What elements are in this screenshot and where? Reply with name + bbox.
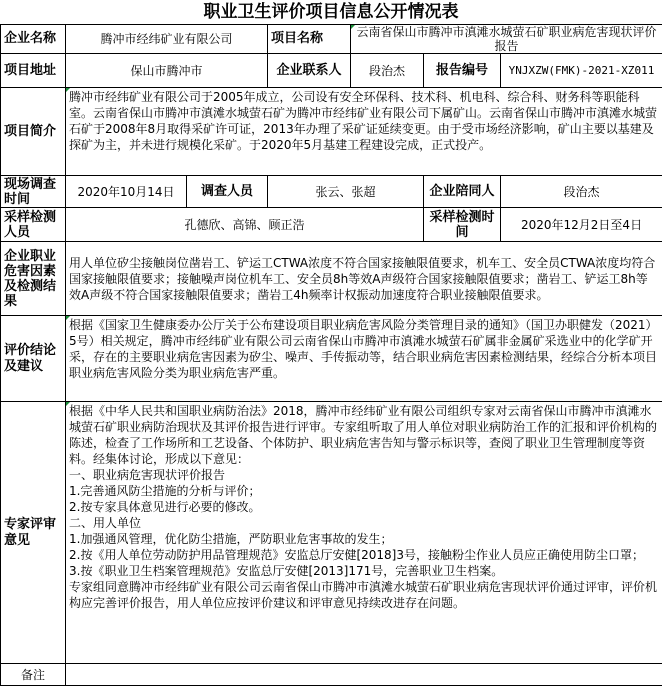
info-table — [0, 24, 662, 686]
survey-staff-label: 调查人员 — [187, 176, 268, 208]
company-name-value: 腾冲市经纬矿业有限公司 — [66, 25, 268, 54]
remarks-label: 备注 — [1, 664, 66, 686]
expert-review-item: 2.按专家具体意见进行必要的修改。 — [69, 500, 261, 514]
expert-review-item: 1.完善通风防尘措施的分析与评价； — [69, 484, 261, 498]
row-conclusion — [1, 316, 662, 402]
hazard-results-text: 用人单位矽尘接触岗位凿岩工、铲运工CTWA浓度不符合国家接触限值要求，机车工、安全员CTWA浓度均符合国家接触限值要求；接触噪声岗位机车工、安全员8h等效A声级符合国家接触限值要求；凿岩工、铲运工8h等效A声级不符合国家接触限值要求；凿岩工4h频率计权振动加速度符合职业接触限值要求。 — [66, 242, 662, 316]
company-name-label: 企业名称 — [1, 25, 66, 54]
conclusion-label: 评价结论及建议 — [1, 316, 66, 402]
expert-review-item: 2.按《用人单位劳动防护用品管理规范》安监总厅安健[2018]3号，接触粉尘作业人员应正确使用防尘口罩； — [69, 548, 644, 562]
sampling-time-label: 采样检测时间 — [424, 208, 501, 242]
company-contact-value: 段治杰 — [351, 54, 424, 88]
row-survey — [1, 176, 662, 208]
row-intro — [1, 88, 662, 176]
sampling-staff-value: 孔德欣、高锦、顾正浩 — [66, 208, 424, 242]
project-intro-label: 项目简介 — [1, 88, 66, 176]
company-contact-label: 企业联系人 — [268, 54, 351, 88]
expert-review-paragraph: 专家组同意腾冲市经纬矿业有限公司云南省保山市腾冲市滇滩水城萤石矿职业病危害现状评价通过评审，评价机构应完善评价报告，用人单位应按评价建议和评审意见持续改进存在问题。 — [69, 580, 658, 610]
expert-review-item: 3.按《职业卫生档案管理规范》安监总厅安健[2013]171号，完善职业卫生档案。 — [69, 564, 504, 578]
expert-review-text — [66, 402, 662, 664]
row-remarks — [1, 664, 662, 686]
expert-review-paragraph: 根据《中华人民共和国职业病防治法》2018，腾冲市经纬矿业有限公司组织专家对云南省保山市腾冲市滇滩水城萤石矿职业病防治现状及其评价报告进行评审。专家组听取了用人单位对职业病防治工作的汇报和评价机构的陈述，检查了工作场所和工艺设备、个体防护、职业病危害告知与警示标识等，查阅了职业卫生管理制度等资料。经集体讨论，形成以下意见： — [69, 404, 658, 466]
company-escort-value: 段治杰 — [501, 176, 662, 208]
project-address-label: 项目地址 — [1, 54, 66, 88]
hazard-results-label: 企业职业危害因素及检测结果 — [1, 242, 66, 316]
project-address-value: 保山市腾冲市 — [66, 54, 268, 88]
page-title: 职业卫生评价项目信息公开情况表 — [203, 2, 459, 22]
report-number-value: YNJXZW(FMK)-2021-XZ011 — [501, 54, 662, 88]
row-address — [1, 54, 662, 88]
expert-review-heading: 二、用人单位 — [69, 516, 142, 530]
project-intro-text: 腾冲市经纬矿业有限公司于2005年成立，公司设有安全环保科、技术科、机电科、综合科、财务科等职能科室。云南省保山市腾冲市滇滩水城萤石矿为腾冲市经纬矿业有限公司下属矿山。云南省保山市腾冲市滇滩水城萤石矿于2008年8月取得采矿许可证，2013年办理了采矿证延续变更。由于受市场经济影响，矿山主要以基建及探矿为主，并未进行规模化采矿。于2020年5月基建工程建设完成，正式投产。 — [66, 88, 662, 176]
sampling-staff-label: 采样检测人员 — [1, 208, 66, 242]
survey-time-value: 2020年10月14日 — [66, 176, 187, 208]
project-name-label: 项目名称 — [268, 25, 351, 54]
row-company — [1, 25, 662, 54]
expert-review-item: 1.加强通风管理，优化防尘措施，严防职业危害事故的发生； — [69, 532, 393, 546]
expert-review-label: 专家评审意见 — [1, 402, 66, 664]
row-hazard — [1, 242, 662, 316]
row-expert — [1, 402, 662, 664]
company-escort-label: 企业陪同人 — [424, 176, 501, 208]
survey-time-label: 现场调查时间 — [1, 176, 66, 208]
survey-staff-value: 张云、张超 — [268, 176, 424, 208]
project-name-value: 云南省保山市腾冲市滇滩水城萤石矿职业病危害现状评价报告 — [351, 25, 662, 54]
sampling-time-value: 2020年12月2日至4日 — [501, 208, 662, 242]
expert-review-heading: 一、职业病危害现状评价报告 — [69, 468, 226, 482]
remarks-value — [66, 664, 662, 686]
report-number-label: 报告编号 — [424, 54, 501, 88]
row-sampling — [1, 208, 662, 242]
conclusion-text: 根据《国家卫生健康委办公厅关于公布建设项目职业病危害风险分类管理目录的通知》（国卫办职健发（2021）5号）相关规定，腾冲市经纬矿业有限公司云南省保山市腾冲市滇滩水城萤石矿属非金属矿采选业中的化学矿开采，存在的主要职业病危害因素为矽尘、噪声、手传振动等，结合职业病危害因素检测结果，经综合分析本项目职业病危害风险分类为职业病危害严重。 — [66, 316, 662, 402]
